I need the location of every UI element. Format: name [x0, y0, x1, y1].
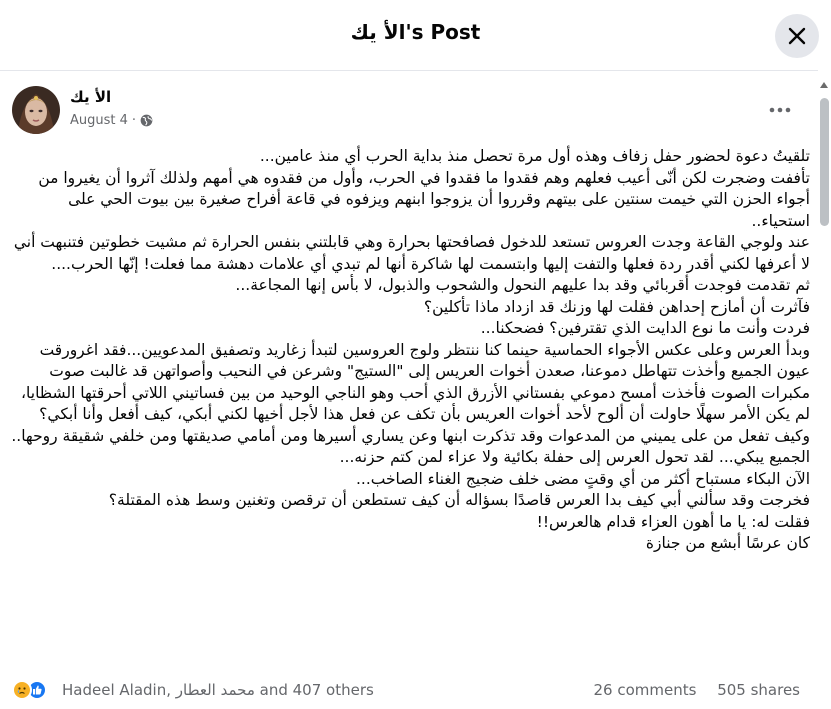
post-paragraph: فآثرت أن أمازح إحداهن فقلت لها وزنك قد ازداد ماذا تأكلين؟	[423, 297, 810, 316]
post-paragraph: فقلت له: يا ما أهون العزاء قدام هالعرس!!	[536, 512, 810, 531]
shares-count[interactable]: 505 shares	[717, 681, 800, 699]
reaction-summary[interactable]: Hadeel Aladin, محمد العطار and 407 others	[62, 681, 374, 699]
post-paragraph: كان عرسًا أبشع من جنازة	[645, 534, 810, 552]
engagement-counts	[577, 681, 800, 699]
comments-count[interactable]: 26 comments	[593, 681, 697, 699]
post-paragraph: تلقيتُ دعوة لحضور حفل زفاف وهذه أول مرة تحصل منذ بداية الحرب أي منذ عامين...	[259, 147, 810, 165]
author-avatar[interactable]	[12, 86, 60, 134]
post-paragraph: تأففت وضجرت لكن أنّى أعيب فعلهم وهم فقدوا ما فقدوا في الحرب، وأول من فقدوه هي أمهم ولذلك آثروا أن يغيروا من أجواء الحزن التي خيمت سنتين على بيتهم وقرروا أن يزوجوا ابنهم ويزفوه في قاعة أفراح صغيرة بين بيوت الحي على استحياء..	[38, 168, 810, 230]
scrollbar-thumb[interactable]	[820, 98, 829, 226]
author-name[interactable]: الأ يك	[70, 88, 112, 106]
scrollbar[interactable]	[818, 70, 831, 709]
more-options-button[interactable]	[762, 92, 798, 128]
post-paragraph: عند ولوجي القاعة وجدت العروس تستعد للدخول فصافحتها بحرارة وهي قابلتني بنفس الحرارة ثم مشيت خطوتين فتنبهت أني لا أعرفها لكني أقدر ردة فعلها والتفت إليها وابتسمت لها شاكرة أنها لم تبدي أي علامات دهشة مما فعلت! إنّها الحرب....	[13, 233, 810, 273]
reaction-icons[interactable]	[12, 680, 42, 700]
globe-icon	[140, 114, 153, 127]
post-date[interactable]: August 4	[70, 113, 128, 128]
scroll-up-arrow-icon[interactable]	[820, 82, 828, 88]
more-options-icon	[769, 107, 791, 113]
post-paragraph: فخرجت وقد سألني أبي كيف بدا العرس قاصدًا بسؤاله أن كيف تستطعن أن ترقصن وتغنين وسط هذه المقتلة؟	[108, 491, 810, 509]
meta-separator: ·	[131, 113, 137, 128]
post-paragraph: فردت وأنت ما نوع الدايت الذي تقترفين؟ فضحكنا...	[480, 319, 810, 337]
sad-reaction-icon	[12, 680, 32, 700]
close-button[interactable]	[775, 14, 819, 58]
close-icon	[787, 26, 807, 46]
post-paragraph: الجميع يبكي... لقد تحول العرس إلى حفلة بكائية ولا عزاء لمن كتم حزنه...	[339, 448, 810, 466]
dialog-title: الأ يك's Post	[350, 20, 481, 44]
post-footer	[0, 676, 818, 706]
post-dialog-header	[0, 0, 831, 71]
post-body	[10, 146, 810, 555]
avatar-image	[12, 86, 60, 134]
post-meta	[70, 113, 153, 128]
post-paragraph: ثم تقدمت فوجدت أقربائي وقد بدا عليهم النحول والشحوب والذبول، لا بأس إنها المجاعة...	[235, 276, 810, 294]
post-paragraph: وبدأ العرس وعلى عكس الأجواء الحماسية حينما كنا ننتظر ولوج العروسين لتبدأ زغاريد وتصفيق المدعويين...فقد اغرورقت عيون الجميع وأخذت تتهاطل دموعنا، صعدن أخوات العريس إلى "الستيج" وشرعن في النحيب وأصواتهن قد غالبت صوت مكبرات الصوت فأخذت أمسح دموعي بفستاني الأزرق الذي أحب وهو الناجي الوحيد من بين فساتيني اللاتي أحرقتها الشظايا، لم يكن الأمر سهلًا حاولت أن ألوح لأحد أخوات العريس بأن تكف عن فعل هذا لأجل أخيها لكني أبكي، كيف أفعل وأنا أبكي؟ وكيف تفعل من على يميني من المدعوات وقد تذكرت ابنها وعن يساري أسيرها ومن أمامي صديقتها ومن خلفي شقيقة روحها..	[11, 340, 810, 445]
post-paragraph: الآن البكاء مستباح أكثر من أي وقتٍ مضى خلف ضجيج الغناء الصاخب...	[355, 469, 810, 488]
